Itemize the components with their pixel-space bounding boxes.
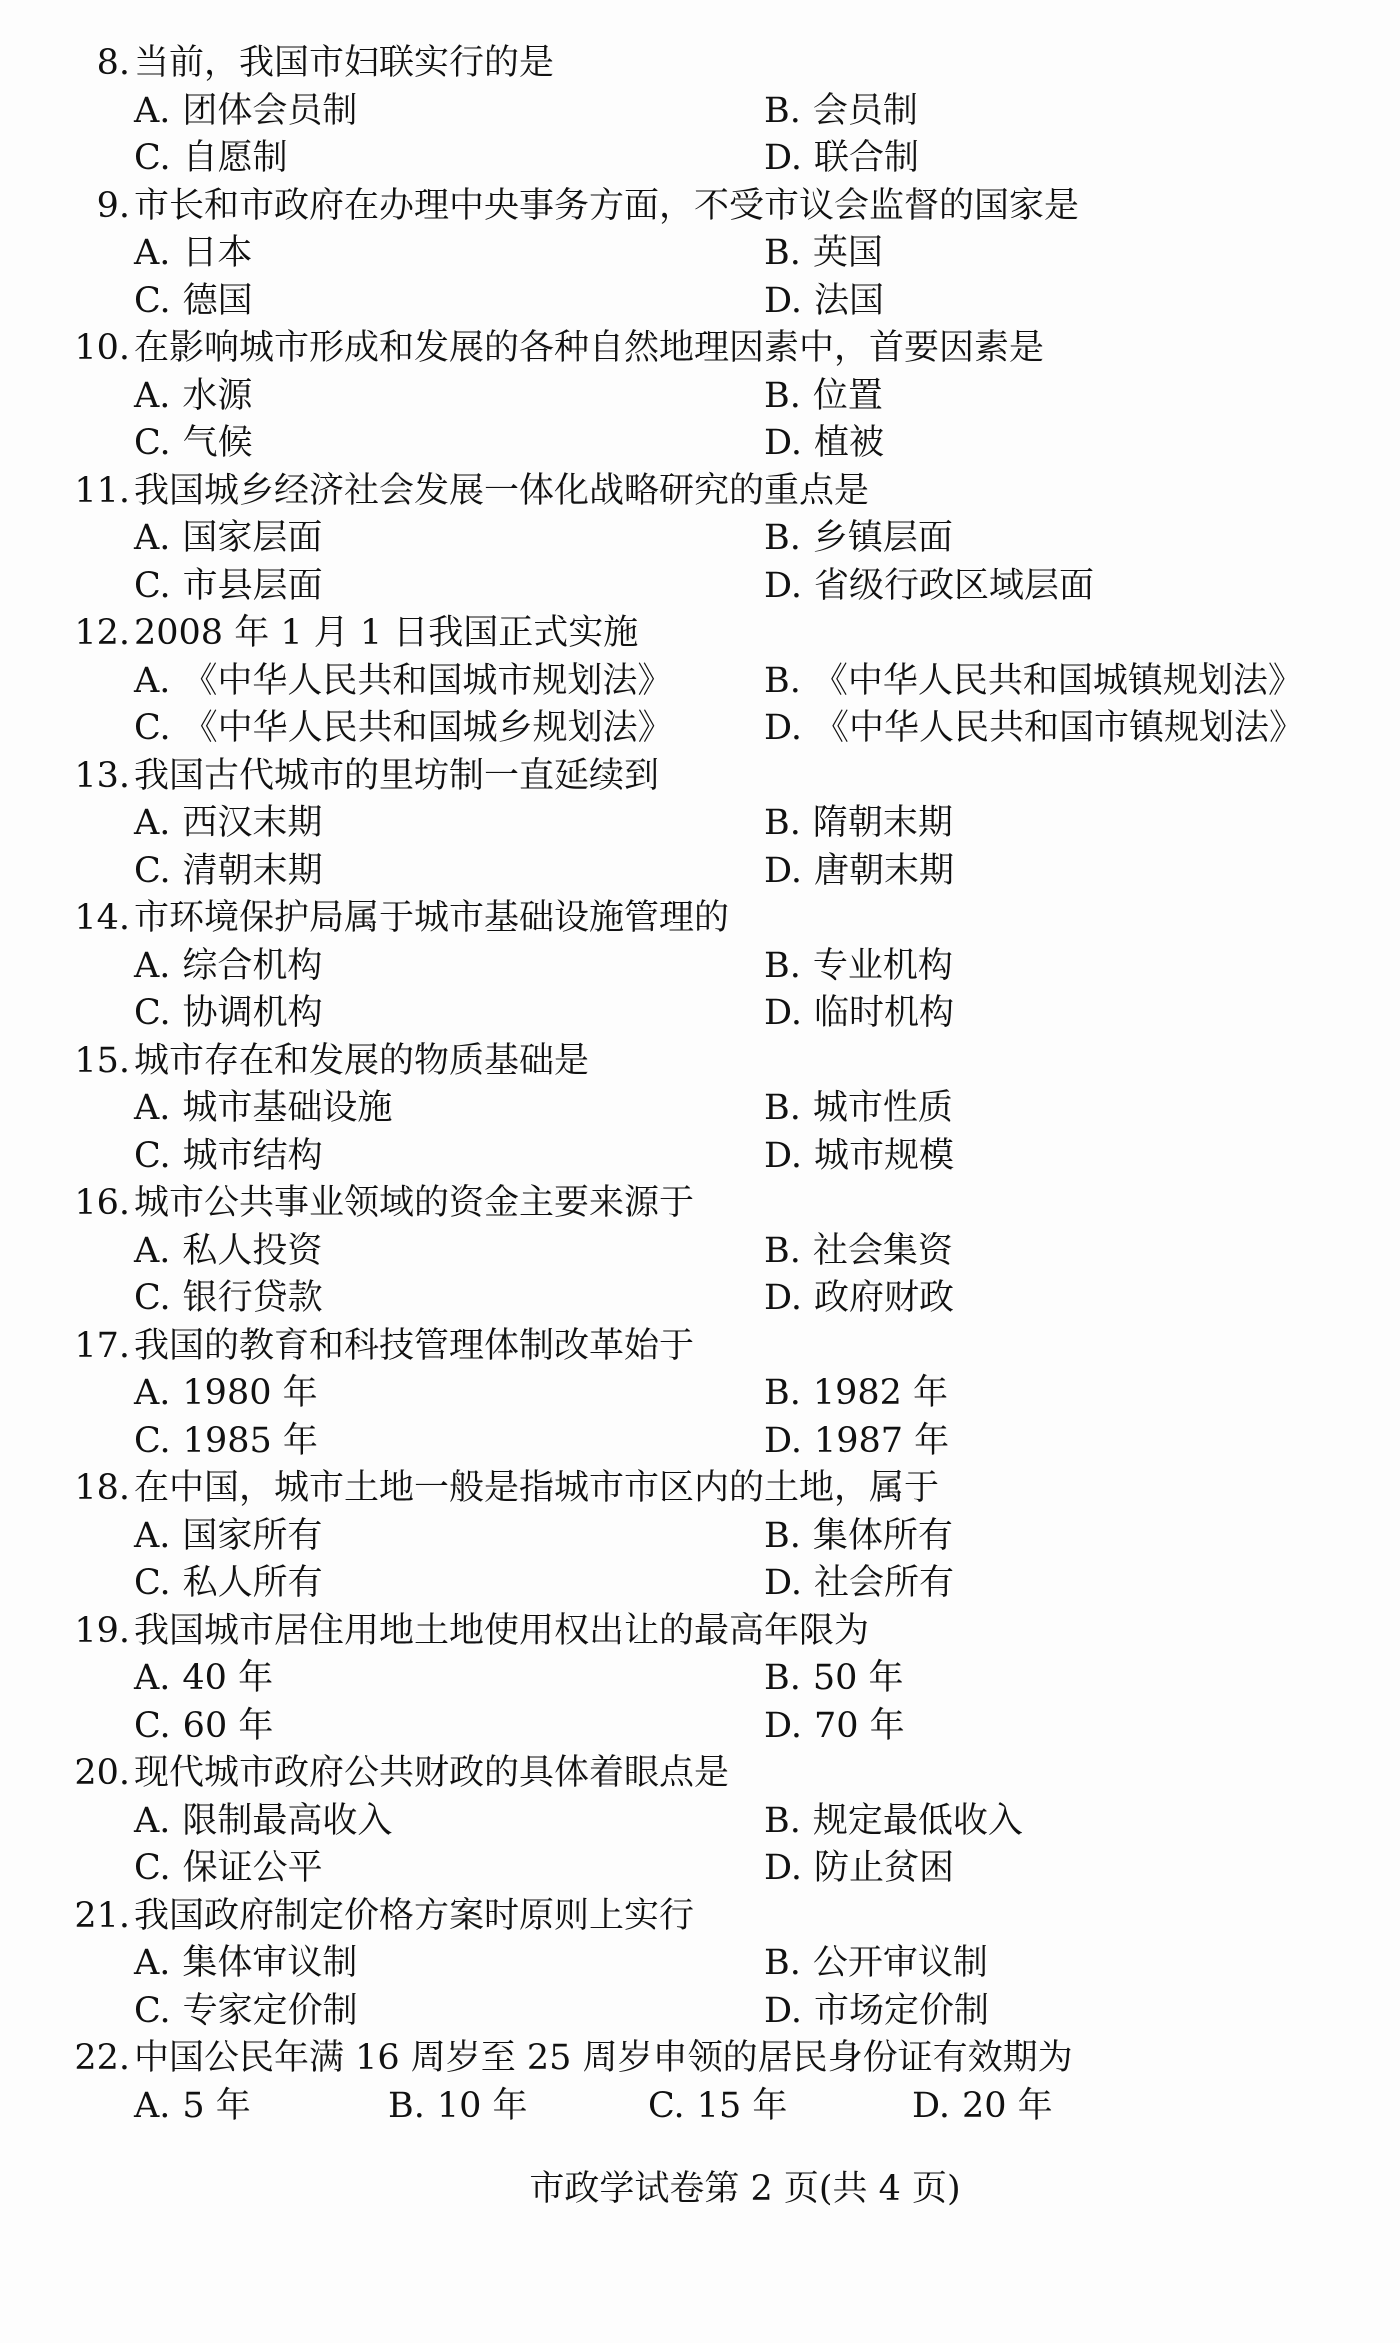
option-text: 15 年 (696, 2085, 788, 2126)
option-letter: D. (764, 1990, 802, 2031)
option-letter: A. (134, 660, 171, 701)
option-text: 60 年 (182, 1705, 274, 1746)
option-letter: B. (764, 1515, 801, 1556)
option-letter: A. (134, 90, 171, 131)
option-letter: A. (134, 803, 171, 843)
option-letter: C. (134, 993, 171, 1033)
option-row (0, 420, 1400, 468)
option-letter: C. (648, 2085, 685, 2126)
option-text: 公开审议制 (812, 1943, 988, 1983)
question-15 (0, 1038, 1400, 1181)
option-letter: C. (134, 850, 171, 891)
option-text: 城市结构 (182, 1135, 323, 1176)
option-letter: A. (134, 1515, 171, 1556)
option-row (0, 1703, 1400, 1751)
question-10 (0, 325, 1400, 468)
option-letter: D. (764, 1135, 802, 1176)
question-text: 市长和市政府在办理中央事务方面，不受市议会监督的国家是 (134, 185, 1080, 226)
option-text: 临时机构 (813, 993, 954, 1033)
question-21 (0, 1893, 1400, 2036)
option-text: 西汉末期 (182, 803, 323, 843)
option-text: 会员制 (812, 90, 918, 131)
answer-option (764, 1228, 953, 1276)
option-letter: D. (764, 1705, 802, 1746)
option-text: 城市基础设施 (182, 1088, 393, 1128)
answer-option (134, 1703, 273, 1751)
option-text: 日本 (182, 233, 253, 273)
answer-option (764, 1940, 988, 1988)
option-text: 《中华人民共和国市镇规划法》 (813, 708, 1304, 748)
question-number: 15. (74, 1040, 130, 1081)
option-letter: B. (764, 1373, 801, 1413)
option-letter: C. (134, 423, 171, 463)
answer-option (764, 135, 919, 183)
option-letter: B. (764, 90, 801, 131)
question-stem (0, 1750, 1400, 1798)
option-row (0, 373, 1400, 421)
question-20 (0, 1750, 1400, 1893)
question-text: 中国公民年满 16 周岁至 25 周岁申领的居民身份证有效期为 (134, 2038, 1073, 2078)
answer-option (134, 1988, 358, 2036)
option-row (0, 2083, 1400, 2131)
question-stem (0, 468, 1400, 516)
option-text: 德国 (182, 280, 253, 321)
answer-option (134, 705, 673, 753)
answer-option (912, 2083, 1053, 2131)
option-letter: D. (764, 850, 802, 891)
option-letter: A. (134, 1088, 171, 1128)
option-text: 法国 (813, 280, 884, 321)
answer-option (134, 1228, 322, 1276)
question-stem (0, 610, 1400, 658)
answer-option (764, 1845, 954, 1893)
question-stem (0, 40, 1400, 88)
question-text: 我国政府制定价格方案时原则上实行 (134, 1895, 695, 1936)
option-text: 集体所有 (812, 1515, 953, 1556)
answer-option (764, 800, 953, 848)
option-text: 社会所有 (813, 1563, 954, 1603)
option-letter: C. (134, 1563, 171, 1603)
option-text: 50 年 (812, 1658, 904, 1698)
option-text: 70 年 (813, 1705, 905, 1746)
option-letter: C. (134, 565, 171, 606)
option-row (0, 943, 1400, 991)
option-letter: B. (764, 1088, 801, 1128)
option-row (0, 278, 1400, 326)
option-letter: C. (134, 1705, 171, 1746)
answer-option (764, 278, 884, 326)
question-number: 11. (74, 470, 130, 511)
option-row (0, 88, 1400, 136)
answer-option (134, 373, 252, 421)
option-letter: D. (764, 1420, 802, 1461)
option-row (0, 658, 1400, 706)
option-letter: B. (764, 233, 801, 273)
option-text: 私人投资 (182, 1230, 323, 1271)
question-number: 18. (74, 1468, 130, 1508)
option-letter: C. (134, 1278, 171, 1318)
question-stem (0, 1038, 1400, 1086)
answer-option (134, 278, 253, 326)
option-letter: C. (134, 138, 171, 178)
answer-option (134, 1275, 323, 1323)
option-row (0, 1940, 1400, 1988)
option-text: 自愿制 (182, 138, 288, 178)
option-letter: D. (764, 423, 802, 463)
option-letter: B. (764, 660, 801, 701)
answer-option (134, 1845, 323, 1893)
option-text: 5 年 (182, 2085, 251, 2126)
question-stem (0, 1893, 1400, 1941)
answer-option (134, 1370, 318, 1418)
option-text: 40 年 (182, 1658, 274, 1698)
option-letter: A. (134, 1943, 171, 1983)
question-text: 当前，我国市妇联实行的是 (134, 43, 555, 83)
answer-option (134, 1133, 323, 1181)
answer-option (134, 563, 323, 611)
answer-option (134, 2083, 251, 2131)
option-letter: C. (134, 280, 171, 321)
option-text: 联合制 (813, 138, 919, 178)
option-text: 水源 (182, 375, 253, 416)
option-letter: A. (134, 1230, 171, 1271)
answer-option (764, 563, 1094, 611)
answer-option (134, 1798, 392, 1846)
question-text: 城市存在和发展的物质基础是 (134, 1040, 590, 1081)
option-row (0, 705, 1400, 753)
option-text: 集体审议制 (182, 1943, 358, 1983)
question-number: 19. (74, 1610, 130, 1651)
answer-option (764, 230, 883, 278)
question-stem (0, 183, 1400, 231)
answer-option (134, 230, 252, 278)
answer-option (764, 1798, 1023, 1846)
answer-option (764, 1133, 954, 1181)
answer-option (134, 135, 288, 183)
question-text: 现代城市政府公共财政的具体着眼点是 (134, 1753, 730, 1793)
answer-option (764, 1370, 948, 1418)
answer-option (134, 990, 323, 1038)
option-text: 20 年 (961, 2085, 1053, 2126)
option-letter: B. (764, 1800, 801, 1841)
option-row (0, 563, 1400, 611)
question-list (0, 40, 1400, 2130)
option-row (0, 515, 1400, 563)
question-text: 2008 年 1 月 1 日我国正式实施 (134, 613, 639, 653)
answer-option (764, 658, 1303, 706)
option-row (0, 1560, 1400, 1608)
answer-option (134, 1655, 273, 1703)
option-text: 城市规模 (813, 1135, 954, 1176)
question-stem (0, 753, 1400, 801)
question-stem (0, 1323, 1400, 1371)
option-letter: B. (764, 518, 801, 558)
option-text: 隋朝末期 (812, 803, 953, 843)
question-16 (0, 1180, 1400, 1323)
option-text: 专家定价制 (182, 1990, 358, 2031)
question-8 (0, 40, 1400, 183)
option-letter: C. (134, 1848, 171, 1888)
option-text: 城市性质 (812, 1088, 953, 1128)
answer-option (764, 943, 953, 991)
option-text: 位置 (812, 375, 883, 416)
question-18 (0, 1465, 1400, 1608)
option-text: 银行贷款 (182, 1278, 323, 1318)
option-text: 1982 年 (812, 1373, 949, 1413)
question-stem (0, 2035, 1400, 2083)
option-letter: A. (134, 945, 171, 986)
question-text: 城市公共事业领域的资金主要来源于 (134, 1183, 695, 1223)
question-text: 在影响城市形成和发展的各种自然地理因素中，首要因素是 (134, 328, 1045, 368)
question-11 (0, 468, 1400, 611)
answer-option (764, 1988, 989, 2036)
option-letter: C. (134, 1420, 171, 1461)
option-letter: B. (764, 803, 801, 843)
question-number: 9. (96, 185, 130, 226)
question-stem (0, 325, 1400, 373)
option-letter: D. (764, 708, 802, 748)
option-letter: B. (388, 2085, 425, 2126)
option-text: 市场定价制 (813, 1990, 989, 2031)
option-text: 协调机构 (182, 993, 323, 1033)
answer-option (764, 1703, 905, 1751)
question-text: 我国的教育和科技管理体制改革始于 (134, 1325, 695, 1366)
option-text: 植被 (813, 423, 884, 463)
answer-option (134, 1560, 323, 1608)
answer-option (388, 2083, 528, 2131)
option-letter: B. (764, 1230, 801, 1271)
option-row (0, 848, 1400, 896)
answer-option (134, 420, 253, 468)
question-19 (0, 1608, 1400, 1751)
option-letter: A. (134, 2085, 171, 2126)
question-13 (0, 753, 1400, 896)
answer-option (134, 1085, 392, 1133)
option-text: 专业机构 (812, 945, 953, 986)
page-footer: 市政学试卷第 2 页(共 4 页) (529, 2169, 961, 2209)
option-text: 《中华人民共和国城乡规划法》 (182, 708, 673, 748)
question-number: 16. (74, 1183, 130, 1223)
answer-option (764, 848, 954, 896)
option-letter: A. (134, 233, 171, 273)
option-text: 团体会员制 (182, 90, 358, 131)
option-row (0, 230, 1400, 278)
option-text: 国家层面 (182, 518, 323, 558)
option-letter: D. (764, 993, 802, 1033)
option-letter: C. (134, 1135, 171, 1176)
question-text: 在中国，城市土地一般是指城市市区内的土地，属于 (134, 1468, 940, 1508)
question-number: 22. (74, 2038, 130, 2078)
option-letter: D. (764, 1563, 802, 1603)
answer-option (764, 1085, 953, 1133)
option-text: 1980 年 (182, 1373, 318, 1413)
question-22 (0, 2035, 1400, 2130)
option-letter: D. (764, 565, 802, 606)
option-row (0, 1085, 1400, 1133)
answer-option (764, 373, 883, 421)
question-number: 13. (74, 755, 130, 796)
option-text: 社会集资 (812, 1230, 953, 1271)
question-text: 我国城乡经济社会发展一体化战略研究的重点是 (134, 470, 870, 511)
option-row (0, 1513, 1400, 1561)
option-text: 省级行政区域层面 (813, 565, 1094, 606)
option-text: 乡镇层面 (812, 518, 953, 558)
answer-option (134, 943, 322, 991)
question-number: 10. (74, 328, 130, 368)
question-number: 14. (74, 898, 130, 938)
option-letter: B. (764, 1658, 801, 1698)
answer-option (764, 1275, 954, 1323)
option-letter: A. (134, 1800, 171, 1841)
option-row (0, 1655, 1400, 1703)
answer-option (134, 848, 323, 896)
option-letter: D. (912, 2085, 950, 2126)
option-letter: C. (134, 1990, 171, 2031)
option-letter: B. (764, 945, 801, 986)
question-stem (0, 1608, 1400, 1656)
option-letter: D. (764, 280, 802, 321)
option-row (0, 1275, 1400, 1323)
question-number: 8. (96, 43, 130, 83)
answer-option (764, 990, 954, 1038)
option-text: 《中华人民共和国城镇规划法》 (812, 660, 1303, 701)
option-text: 市县层面 (182, 565, 323, 606)
option-letter: A. (134, 1658, 171, 1698)
option-letter: B. (764, 1943, 801, 1983)
answer-option (134, 658, 672, 706)
question-number: 12. (74, 613, 130, 653)
question-stem (0, 895, 1400, 943)
option-text: 政府财政 (813, 1278, 954, 1318)
option-letter: D. (764, 1848, 802, 1888)
option-text: 保证公平 (182, 1848, 323, 1888)
option-text: 唐朝末期 (813, 850, 954, 891)
option-row (0, 800, 1400, 848)
option-text: 1985 年 (182, 1420, 318, 1461)
question-stem (0, 1180, 1400, 1228)
option-text: 10 年 (436, 2085, 528, 2126)
answer-option (134, 1418, 318, 1466)
answer-option (764, 515, 953, 563)
option-letter: D. (764, 138, 802, 178)
option-text: 私人所有 (182, 1563, 323, 1603)
option-text: 国家所有 (182, 1515, 323, 1556)
question-12 (0, 610, 1400, 753)
question-number: 20. (74, 1753, 130, 1793)
option-letter: D. (764, 1278, 802, 1318)
question-number: 17. (74, 1325, 130, 1366)
question-17 (0, 1323, 1400, 1466)
option-text: 综合机构 (182, 945, 323, 986)
option-letter: C. (134, 708, 171, 748)
question-text: 我国古代城市的里坊制一直延续到 (134, 755, 660, 796)
option-row (0, 1845, 1400, 1893)
question-9 (0, 183, 1400, 326)
option-text: 英国 (812, 233, 883, 273)
option-row (0, 1228, 1400, 1276)
answer-option (134, 1513, 322, 1561)
option-text: 清朝末期 (182, 850, 323, 891)
option-letter: B. (764, 375, 801, 416)
option-text: 防止贫困 (813, 1848, 954, 1888)
option-letter: A. (134, 1373, 171, 1413)
option-row (0, 1133, 1400, 1181)
answer-option (764, 1418, 949, 1466)
question-number: 21. (74, 1895, 130, 1936)
question-14 (0, 895, 1400, 1038)
option-row (0, 1798, 1400, 1846)
option-text: 规定最低收入 (812, 1800, 1023, 1841)
option-row (0, 1370, 1400, 1418)
answer-option (648, 2083, 787, 2131)
option-text: 《中华人民共和国城市规划法》 (182, 660, 673, 701)
answer-option (764, 1560, 954, 1608)
answer-option (134, 800, 322, 848)
answer-option (134, 88, 357, 136)
question-text: 我国城市居住用地土地使用权出让的最高年限为 (134, 1610, 870, 1651)
option-row (0, 135, 1400, 183)
option-row (0, 1418, 1400, 1466)
answer-option (134, 1940, 357, 1988)
option-text: 气候 (182, 423, 253, 463)
option-text: 1987 年 (813, 1420, 950, 1461)
question-text: 市环境保护局属于城市基础设施管理的 (134, 898, 730, 938)
answer-option (764, 1513, 953, 1561)
answer-option (764, 705, 1304, 753)
answer-option (134, 515, 322, 563)
option-row (0, 1988, 1400, 2036)
option-letter: A. (134, 375, 171, 416)
option-text: 限制最高收入 (182, 1800, 393, 1841)
answer-option (764, 420, 884, 468)
option-row (0, 990, 1400, 1038)
answer-option (764, 88, 918, 136)
option-letter: A. (134, 518, 171, 558)
answer-option (764, 1655, 904, 1703)
question-stem (0, 1465, 1400, 1513)
